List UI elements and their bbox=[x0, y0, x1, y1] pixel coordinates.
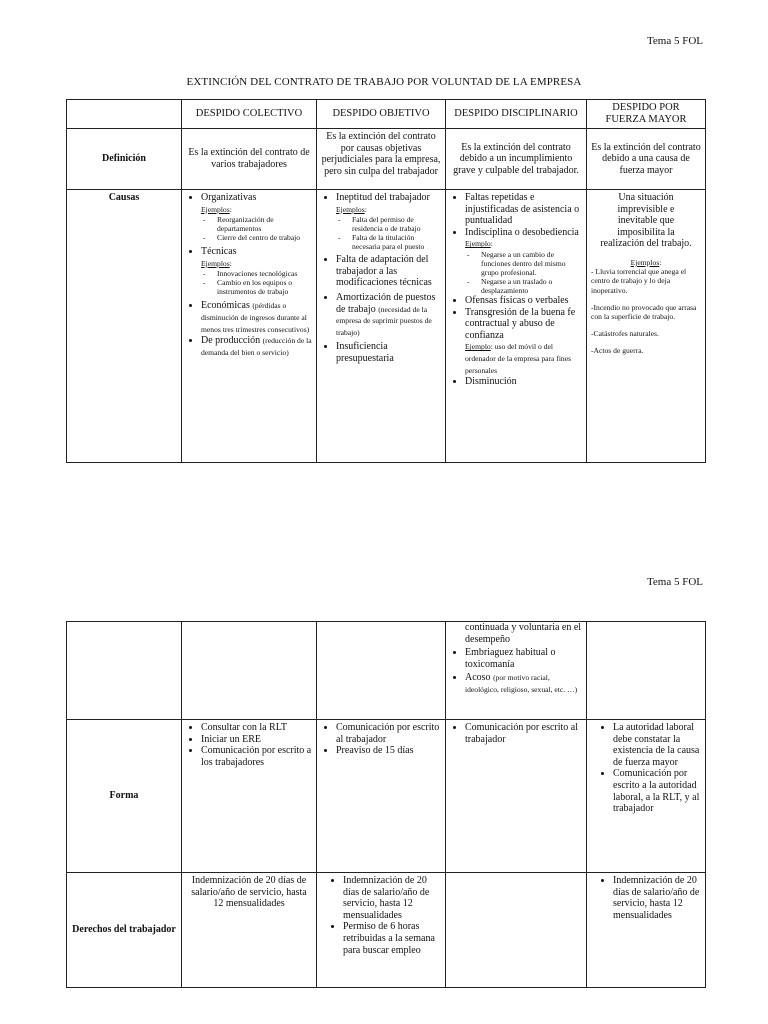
list-item: - Negarse a un cambio de funciones dentro del mismo grupo profesional. bbox=[479, 250, 582, 277]
fuerza-mayor-main: Una situación imprevisible e inevitable que imposibilita la realización del trabajo. bbox=[600, 192, 692, 250]
list-item: - Falta del permiso de residencia o de trabajo bbox=[350, 215, 441, 233]
causas-cont-fuerza-mayor bbox=[587, 622, 706, 720]
table-row-forma bbox=[67, 720, 706, 873]
row-label-derechos: Derechos del trabajador bbox=[67, 873, 182, 988]
derechos-disciplinario bbox=[446, 873, 587, 988]
derechos-fuerza-mayor bbox=[587, 873, 706, 988]
fuerza-mayor-ej1: - Lluvia torrencial que anega el centro de trabajo y lo deja inoperativo. bbox=[591, 267, 687, 295]
table-row-causas bbox=[67, 190, 706, 463]
column-header-disciplinario: DESPIDO DISCIPLINARIO bbox=[446, 100, 587, 129]
fuerza-mayor-ej2: -Incendio no provocado que arrasa con la superficie de trabajo. bbox=[591, 302, 697, 321]
list-item: • Indemnización de 20 días de salario/año de servicio, hasta 12 mensualidades bbox=[343, 875, 441, 921]
list-item: • Iniciar un ERE bbox=[201, 734, 312, 746]
derechos-colectivo: Indemnización de 20 días de salario/año de servicio, hasta 12 mensualidades bbox=[182, 873, 317, 988]
list-item: - Falta de la titulación necesaria para el puesto bbox=[350, 233, 441, 251]
list-item: • Técnicas Ejemplos: - Innovaciones tecnológicas - Cambio en los equipos o instrumentos de trabajo bbox=[201, 246, 312, 296]
list-item: • Organizativas Ejemplos: - Reorganización de departamentos - Cierre del centro de trabajo bbox=[201, 192, 312, 242]
continuada-text: continuada y voluntaria en el desempeño bbox=[465, 622, 582, 645]
list-item: • Acoso (por motivo racial, ideológico, religioso, sexual, etc. …) bbox=[465, 672, 582, 695]
fuerza-mayor-ej3: -Catástrofes naturales. bbox=[591, 329, 659, 339]
list-item: • Embriaguez habitual o toxicomanía bbox=[465, 647, 582, 670]
column-header-fuerza-mayor: DESPIDO POR FUERZA MAYOR bbox=[587, 100, 706, 129]
list-item: • Transgresión de la buena fe contractual y abuso de confianza Ejemplo: uso del móvil o del ordenador de la empresa para fines personales bbox=[465, 307, 582, 377]
list-item: • Comunicación por escrito a los trabajadores bbox=[201, 745, 312, 768]
causas-cont-disciplinario bbox=[446, 622, 587, 720]
list-item: - Cierre del centro de trabajo bbox=[215, 233, 312, 242]
forma-colectivo bbox=[182, 720, 317, 873]
list-item: • Ineptitud del trabajador Ejemplos: - Falta del permiso de residencia o de trabajo - Falta de la titulación necesaria para el puesto bbox=[336, 192, 441, 251]
list-item: • Consultar con la RLT bbox=[201, 722, 312, 734]
causas-colectivo bbox=[182, 190, 317, 463]
list-item: - Reorganización de departamentos bbox=[215, 215, 312, 233]
table-row-causas-cont bbox=[67, 622, 706, 720]
list-item: • Faltas repetidas e injustificadas de asistencia o puntualidad bbox=[465, 192, 582, 227]
list-item: - Innovaciones tecnológicas bbox=[215, 269, 312, 278]
row-label-definicion: Definición bbox=[67, 129, 182, 190]
list-item: - Negarse a un traslado o desplazamiento bbox=[479, 277, 582, 295]
page-header: Tema 5 FOL bbox=[646, 35, 703, 47]
table-header-row bbox=[67, 100, 706, 129]
list-item: • La autoridad laboral debe constatar la existencia de la causa de fuerza mayor bbox=[613, 722, 701, 768]
table-row-definicion bbox=[67, 129, 706, 190]
list-item: • Preaviso de 15 días bbox=[336, 745, 441, 757]
derechos-objetivo bbox=[317, 873, 446, 988]
list-item: • Insuficiencia presupuestaria bbox=[336, 341, 441, 364]
list-item: - Cambio en los equipos o instrumentos de trabajo bbox=[215, 278, 312, 296]
column-header-colectivo: DESPIDO COLECTIVO bbox=[182, 100, 317, 129]
document-title: EXTINCIÓN DEL CONTRATO DE TRABAJO POR VOLUNTAD DE LA EMPRESA bbox=[186, 76, 582, 88]
definicion-objetivo: Es la extinción del contrato por causas objetivas perjudiciales para la empresa, pero sin culpa del trabajador bbox=[317, 129, 446, 190]
causas-objetivo bbox=[317, 190, 446, 463]
dismissal-table-page2 bbox=[66, 621, 706, 988]
list-item: • Falta de adaptación del trabajador a las modificaciones técnicas bbox=[336, 254, 441, 289]
column-header-objetivo: DESPIDO OBJETIVO bbox=[317, 100, 446, 129]
list-item: • Permiso de 6 horas retribuidas a la semana para buscar empleo bbox=[343, 921, 441, 956]
definicion-disciplinario: Es la extinción del contrato debido a un incumplimiento grave y culpable del trabajador. bbox=[446, 129, 587, 190]
causas-fuerza-mayor: Una situación imprevisible e inevitable que imposibilita la realización del trabajo. Ejemplos: - Lluvia torrencial que anega el centro de trabajo y lo deja inoperativo. -Incendio no provocado que arrasa con la superficie de trabajo. -Catástrofes naturales. -Actos de guerra. bbox=[587, 190, 706, 463]
list-item: • Comunicación por escrito al trabajador bbox=[465, 722, 582, 745]
definicion-colectivo: Es la extinción del contrato de varios trabajadores bbox=[182, 129, 317, 190]
dismissal-table-page1 bbox=[66, 99, 706, 463]
list-item: • Indemnización de 20 días de salario/año de servicio, hasta 12 mensualidades bbox=[613, 875, 701, 921]
fuerza-mayor-ej4: -Actos de guerra. bbox=[591, 346, 644, 356]
definicion-fuerza-mayor: Es la extinción del contrato debido a una causa de fuerza mayor bbox=[587, 129, 706, 190]
row-label-forma: Forma bbox=[67, 720, 182, 873]
causas-cont-objetivo bbox=[317, 622, 446, 720]
forma-objetivo bbox=[317, 720, 446, 873]
page-header: Tema 5 FOL bbox=[646, 576, 703, 588]
forma-disciplinario bbox=[446, 720, 587, 873]
list-item: • Ofensas físicas o verbales bbox=[465, 295, 582, 307]
header-empty-cell bbox=[67, 100, 182, 129]
list-item: • Amortización de puestos de trabajo (necesidad de la empresa de suprimir puestos de trabajo) bbox=[336, 292, 441, 338]
fuerza-mayor-ejemplos-label: Ejemplos bbox=[630, 257, 660, 267]
list-item: • De producción (reducción de la demanda del bien o servicio) bbox=[201, 335, 312, 358]
causas-cont-label bbox=[67, 622, 182, 720]
causas-disciplinario bbox=[446, 190, 587, 463]
list-item: • Comunicación por escrito al trabajador bbox=[336, 722, 441, 745]
list-item: • Indisciplina o desobediencia Ejemplo: - Negarse a un cambio de funciones dentro del mismo grupo profesional. - Negarse a un traslado o desplazamiento bbox=[465, 227, 582, 295]
list-item: • Disminución bbox=[465, 376, 582, 388]
list-item: • Comunicación por escrito a la autoridad laboral, a la RLT, y al trabajador bbox=[613, 768, 701, 814]
list-item: • Económicas (pérdidas o disminución de ingresos durante al menos tres trimestres consecutivos) bbox=[201, 300, 312, 335]
causas-cont-colectivo bbox=[182, 622, 317, 720]
forma-fuerza-mayor bbox=[587, 720, 706, 873]
row-label-causas: Causas bbox=[67, 190, 182, 463]
table-row-derechos bbox=[67, 873, 706, 988]
